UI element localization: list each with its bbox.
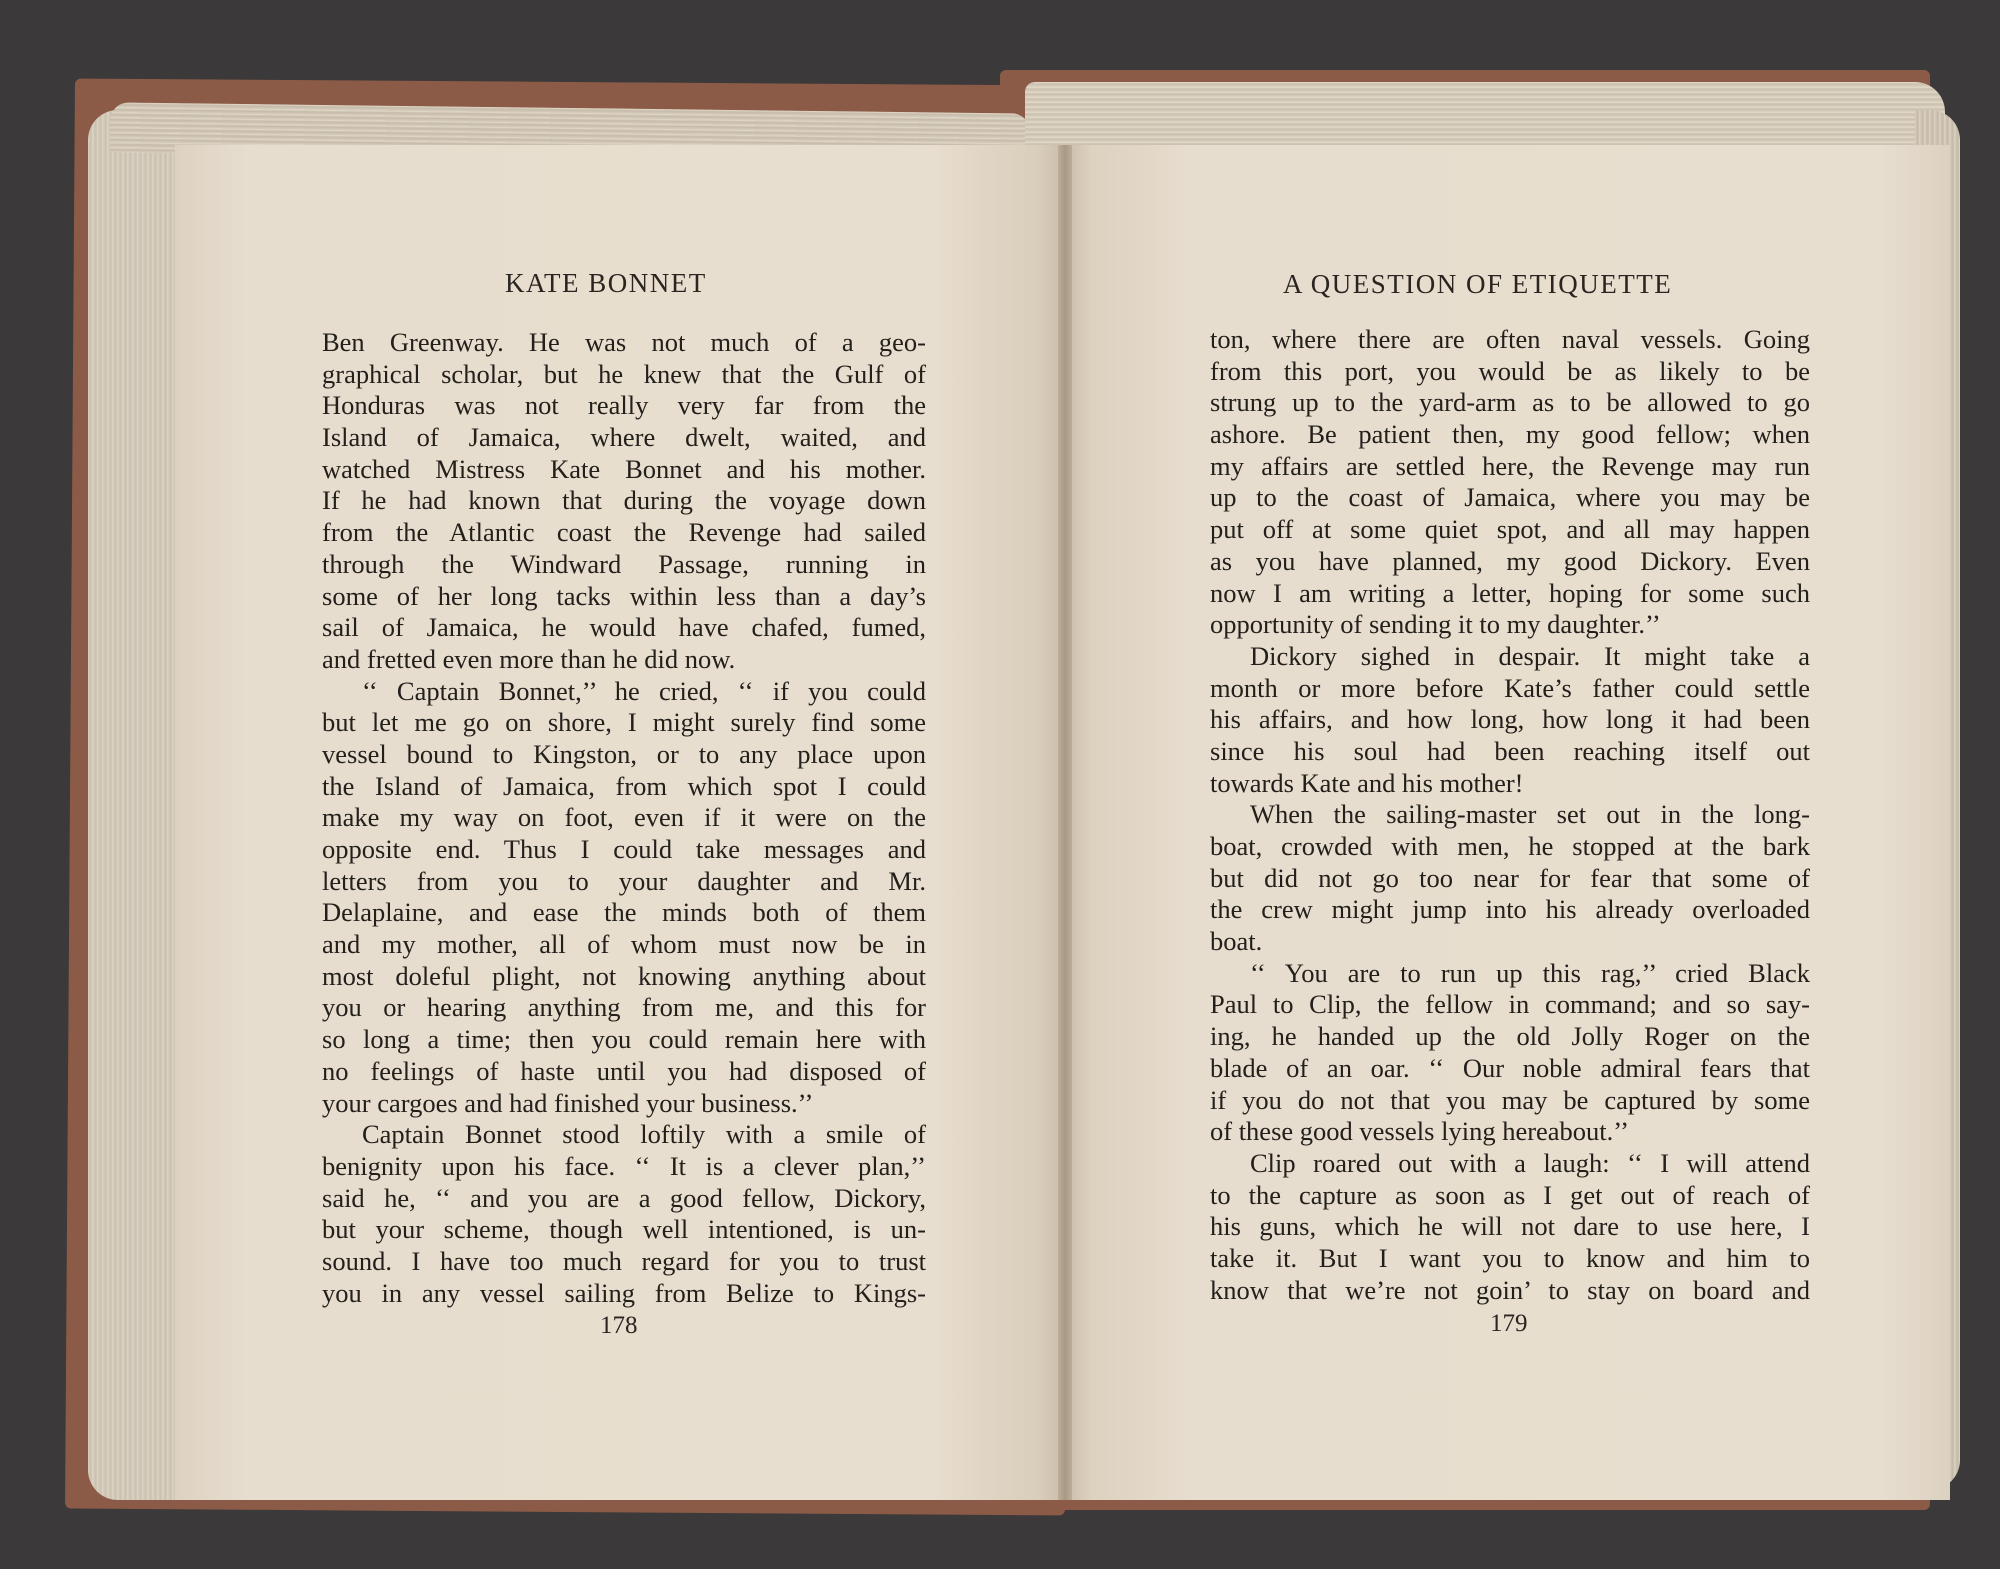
text-line: opportunity of sending it to my daughter.’’ <box>1210 609 1661 640</box>
text-line: some of her long tacks within less than a day’s <box>322 580 926 611</box>
left-page-body <box>322 327 926 1309</box>
text-line: ‘‘ Captain Bonnet,’’ he cried, ‘‘ if you could <box>362 675 926 706</box>
text-line: ing, he handed up the old Jolly Roger on the <box>1210 1021 1810 1052</box>
text-line: now I am writing a letter, hoping for some such <box>1210 577 1810 608</box>
text-line: to the capture as soon as I get out of reach of <box>1210 1179 1810 1210</box>
text-line: vessel bound to Kingston, or to any place upon <box>322 738 926 769</box>
text-line: Delaplaine, and ease the minds both of them <box>322 897 926 928</box>
text-line: watched Mistress Kate Bonnet and his mother. <box>322 453 926 484</box>
text-line: Paul to Clip, the fellow in command; and so say- <box>1210 989 1810 1020</box>
text-line: know that we’re not goin’ to stay on board and <box>1210 1274 1810 1305</box>
text-line: opposite end. Thus I could take messages and <box>322 834 926 864</box>
text-line: letters from you to your daughter and Mr. <box>322 865 926 896</box>
text-line: through the Windward Passage, running in <box>322 548 926 579</box>
text-line: your cargoes and had finished your business.’’ <box>322 1087 814 1118</box>
right-page-body <box>1210 324 1810 1306</box>
right-page-number: 179 <box>1490 1310 1528 1337</box>
left-running-header: KATE BONNET <box>505 268 707 298</box>
text-line: take it. But I want you to know and him to <box>1210 1242 1810 1273</box>
text-line: sail of Jamaica, he would have chafed, fumed, <box>322 612 926 643</box>
text-line: When the sailing-master set out in the long- <box>1250 799 1810 830</box>
text-line: from this port, you would be as likely to be <box>1210 355 1810 386</box>
text-line: since his soul had been reaching itself out <box>1210 735 1810 766</box>
text-line: his affairs, and how long, how long it had been <box>1210 704 1810 735</box>
text-line: Clip roared out with a laugh: ‘‘ I will attend <box>1250 1147 1810 1178</box>
text-line: but your scheme, though well intentioned, is un- <box>322 1214 926 1245</box>
text-line: graphical scholar, but he knew that the Gulf of <box>322 358 926 389</box>
text-line: Captain Bonnet stood loftily with a smile of <box>362 1119 926 1150</box>
text-line: ton, where there are often naval vessels. Going <box>1210 324 1810 354</box>
text-line: blade of an oar. ‘‘ Our noble admiral fears that <box>1210 1052 1810 1083</box>
text-line: of these good vessels lying hereabout.’’ <box>1210 1116 1629 1147</box>
text-line: Honduras was not really very far from the <box>322 390 926 421</box>
text-line: but let me go on shore, I might surely find some <box>322 707 926 738</box>
text-line: boat, crowded with men, he stopped at the bark <box>1210 831 1810 861</box>
text-line: and fretted even more than he did now. <box>322 643 736 674</box>
text-line: ashore. Be patient then, my good fellow; when <box>1210 419 1810 450</box>
text-line: no feelings of haste until you had disposed of <box>322 1055 926 1086</box>
text-line: you or hearing anything from me, and this for <box>322 992 926 1023</box>
text-line: boat. <box>1210 926 1263 957</box>
text-line: so long a time; then you could remain here with <box>322 1024 926 1055</box>
text-line: put off at some quiet spot, and all may happen <box>1210 514 1810 545</box>
text-line: you in any vessel sailing from Belize to Kings- <box>322 1277 926 1308</box>
text-line: the Island of Jamaica, from which spot I could <box>322 770 926 801</box>
text-line: the crew might jump into his already overloaded <box>1210 894 1810 925</box>
text-line: most doleful plight, not knowing anything about <box>322 960 926 991</box>
text-line: if you do not that you may be captured by some <box>1210 1084 1810 1115</box>
text-line: said he, ‘‘ and you are a good fellow, Dickory, <box>322 1182 926 1213</box>
text-line: up to the coast of Jamaica, where you may be <box>1210 482 1810 513</box>
text-line: and my mother, all of whom must now be in <box>322 929 926 960</box>
text-line: but did not go too near for fear that some of <box>1210 862 1810 893</box>
text-line: ‘‘ You are to run up this rag,’’ cried Black <box>1250 957 1810 988</box>
right-running-header: A QUESTION OF ETIQUETTE <box>1283 269 1673 299</box>
book-gutter <box>1058 145 1072 1500</box>
text-line: If he had known that during the voyage down <box>322 485 926 516</box>
page-edges-top-right <box>1025 82 1945 152</box>
left-page-number: 178 <box>600 1312 638 1339</box>
text-line: benignity upon his face. ‘‘ It is a clever plan,’’ <box>322 1150 926 1181</box>
text-line: strung up to the yard-arm as to be allowed to go <box>1210 387 1810 418</box>
text-line: Island of Jamaica, where dwelt, waited, and <box>322 422 926 453</box>
text-line: his guns, which he will not dare to use here, I <box>1210 1211 1810 1242</box>
text-line: towards Kate and his mother! <box>1210 767 1524 798</box>
page-edges-left <box>88 110 178 1500</box>
text-line: Dickory sighed in despair. It might take a <box>1250 640 1810 671</box>
text-line: from the Atlantic coast the Revenge had sailed <box>322 517 926 548</box>
text-line: sound. I have too much regard for you to trust <box>322 1245 926 1276</box>
text-line: Ben Greenway. He was not much of a geo- <box>322 327 926 357</box>
text-line: make my way on foot, even if it were on the <box>322 802 926 833</box>
text-line: my affairs are settled here, the Revenge may run <box>1210 450 1810 481</box>
text-line: month or more before Kate’s father could settle <box>1210 672 1810 703</box>
text-line: as you have planned, my good Dickory. Even <box>1210 545 1810 576</box>
